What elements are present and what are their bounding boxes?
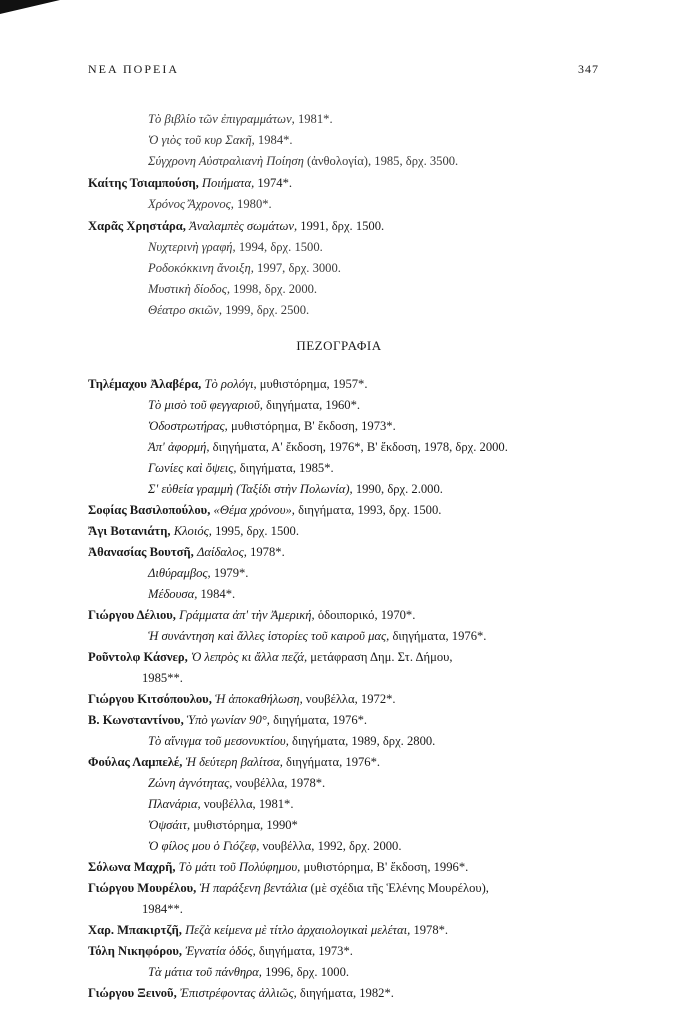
list-item: Γιώργου Ξεινοῦ, Ἐπιστρέφοντας ἀλλιῶς, διηγήματα, 1982*. [88, 986, 394, 1000]
list-item: Καίτης Τσιαμπούση, Ποιήματα, 1974*. [88, 176, 293, 190]
list-item: Τόλη Νικηφόρου, Ἐγνατία ὁδός, διηγήματα, 1973*. [88, 944, 353, 958]
running-title: ΝΕΑ ΠΟΡΕΙΑ [88, 62, 179, 76]
list-item: Τὸ βιβλίο τῶν ἐπιγραμμάτων, 1981*. [148, 112, 333, 126]
list-item: Σοφίας Βασιλοπούλου, «Θέμα χρόνου», διηγήματα, 1993, δρχ. 1500. [88, 503, 442, 517]
list-item: Μυστικὴ δίοδος, 1998, δρχ. 2000. [148, 282, 318, 296]
list-item: Ροδοκόκκινη ἄνοιξη, 1997, δρχ. 3000. [148, 261, 341, 275]
list-item: Σύγχρονη Αὐστραλιανὴ Ποίηση (ἀνθολογία), 1985, δρχ. 3500. [148, 154, 459, 168]
page-number: 347 [578, 62, 599, 76]
page-corner-mark [0, 0, 60, 14]
list-item: 1985**. [142, 671, 183, 685]
list-item: Ὁ γιὸς τοῦ κυρ Σακῆ, 1984*. [148, 133, 293, 147]
list-item: Τὸ μισὸ τοῦ φεγγαριοῦ, διηγήματα, 1960*. [148, 398, 361, 412]
list-item: Σόλωνα Μαχρῆ, Τὸ μάτι τοῦ Πολύφημου, μυθιστόρημα, Β' ἔκδοση, 1996*. [88, 860, 469, 874]
list-item: Τὰ μάτια τοῦ πάνθηρα, 1996, δρχ. 1000. [148, 965, 350, 979]
page-header [0, 62, 678, 78]
list-item: Χαρᾶς Χρηστάρα, Ἀναλαμπὲς σωμάτων, 1991, δρχ. 1500. [88, 219, 385, 233]
list-item: Χαρ. Μπακιρτζῆ, Πεζὰ κείμενα μὲ τίτλο ἀρχαιολογικαὶ μελέται, 1978*. [88, 923, 449, 937]
list-item: Τὸ αἴνιγμα τοῦ μεσονυκτίου, διηγήματα, 1989, δρχ. 2800. [148, 734, 436, 748]
list-item: Θέατρο σκιῶν, 1999, δρχ. 2500. [148, 303, 310, 317]
list-item: Ὀψσάιτ, μυθιστόρημα, 1990* [148, 818, 298, 832]
list-item: Ἀπ' ἀφορμή, διηγήματα, Α' ἔκδοση, 1976*, Β' ἔκδοση, 1978, δρχ. 2000. [148, 440, 508, 454]
list-item: Τηλέμαχου Ἀλαβέρα, Τὸ ρολόγι, μυθιστόρημα, 1957*. [88, 377, 368, 391]
list-item: Γιώργου Μουρέλου, Ἡ παράξενη βεντάλια (μὲ σχέδια τῆς Ἑλένης Μουρέλου), [88, 881, 489, 895]
section-heading: ΠΕΖΟΓΡΑΦΙΑ [296, 338, 382, 353]
list-item: Ζώνη ἀγνότητας, νουβέλλα, 1978*. [148, 776, 326, 790]
list-item: Πλανάρια, νουβέλλα, 1981*. [148, 797, 294, 811]
list-item: Νυχτερινὴ γραφή, 1994, δρχ. 1500. [148, 240, 323, 254]
list-item: Χρόνος Ἄχρονος, 1980*. [148, 197, 272, 211]
list-item: Ροῦντολφ Κάσνερ, Ὁ λεπρὸς κι ἄλλα πεζά, μετάφραση Δημ. Στ. Δήμου, [88, 650, 453, 664]
list-item: Γιώργου Δέλιου, Γράμματα ἀπ' τὴν Ἀμερική, ὁδοιπορικό, 1970*. [88, 608, 416, 622]
list-item: Γωνίες καὶ ὄψεις, διηγήματα, 1985*. [148, 461, 334, 475]
list-item: Διθύραμβος, 1979*. [148, 566, 249, 580]
list-item: Ἄγι Βοτανιάτη, Κλοιός, 1995, δρχ. 1500. [88, 524, 299, 538]
list-item: Β. Κωνσταντίνου, Ὑπὸ γωνίαν 90°, διηγήματα, 1976*. [88, 713, 368, 727]
list-item: Ἡ συνάντηση καὶ ἄλλες ἱστορίες τοῦ καιροῦ μας, διηγήματα, 1976*. [148, 629, 487, 643]
list-item: Ἀθανασίας Βουτσῆ, Δαίδαλος, 1978*. [88, 545, 285, 559]
list-item: Ὁ φίλος μου ὁ Γιόζεφ, νουβέλλα, 1992, δρχ. 2000. [148, 839, 402, 853]
list-item: 1984**. [142, 902, 183, 916]
list-item: Μέδουσα, 1984*. [148, 587, 236, 601]
list-item: Γιώργου Κιτσόπουλου, Ἡ ἀποκαθήλωση, νουβέλλα, 1972*. [88, 692, 396, 706]
list-item: Ὁδοστρωτήρας, μυθιστόρημα, Β' ἔκδοση, 1973*. [148, 419, 396, 433]
list-item: Φούλας Λαμπελέ, Ἡ δεύτερη βαλίτσα, διηγήματα, 1976*. [88, 755, 381, 769]
list-item: Σ' εὐθεία γραμμὴ (Ταξίδι στὴν Πολωνία), 1990, δρχ. 2.000. [148, 482, 443, 496]
